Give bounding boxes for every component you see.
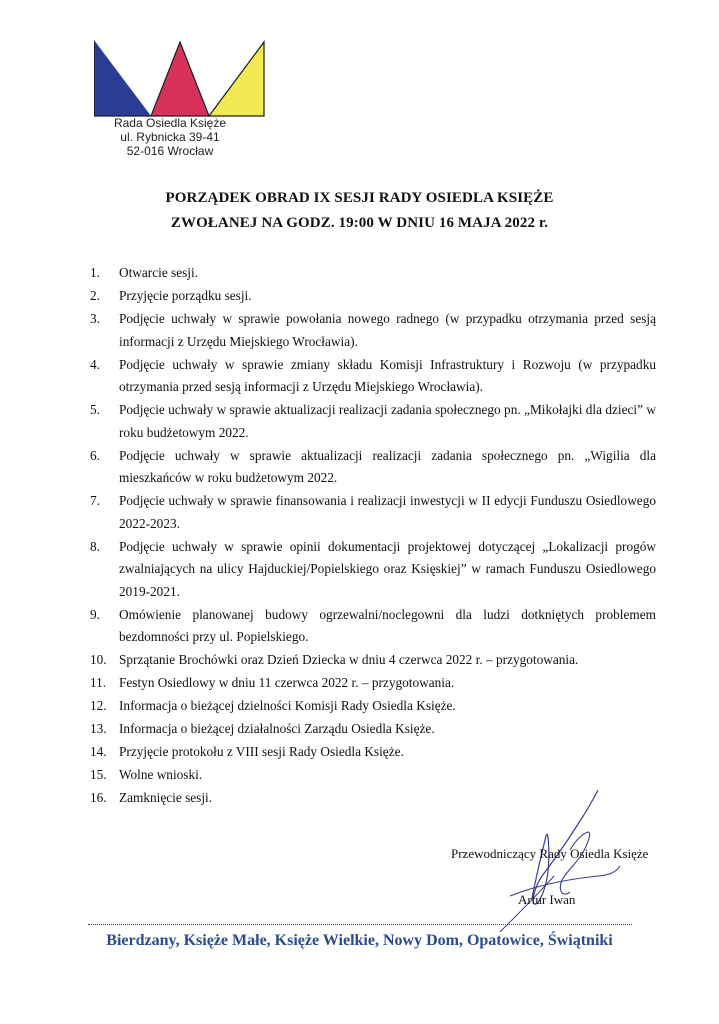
agenda-list [90, 262, 656, 810]
agenda-item-number: 13. [90, 721, 107, 736]
agenda-item [90, 672, 656, 695]
agenda-item-text: Przyjęcie porządku sesji. [119, 288, 252, 303]
agenda-item-text: Podjęcie uchwały w sprawie powołania nowego radnego (w przypadku otrzymania przed sesją informacji z Urzędu Miejskiego Wrocławia). [119, 311, 656, 349]
agenda-item-number: 12. [90, 698, 107, 713]
agenda-item [90, 445, 656, 490]
agenda-item-text: Omówienie planowanej budowy ogrzewalni/noclegowni dla ludzi dotkniętych problemem bezdomności przy ul. Popielskiego. [119, 606, 656, 644]
agenda-item-number: 14. [90, 744, 107, 759]
agenda-item-number: 10. [90, 652, 107, 667]
agenda-item [90, 718, 656, 741]
agenda-item-text: Festyn Osiedlowy w dniu 11 czerwca 2022 r. – przygotowania. [119, 675, 455, 690]
triangles-logo-icon [94, 40, 266, 118]
agenda-item-text: Informacja o bieżącej dzielności Komisji Rady Osiedla Księże. [119, 698, 456, 713]
agenda-item-number: 9. [90, 606, 100, 622]
agenda-item-text: Wolne wnioski. [119, 767, 203, 782]
agenda-item-text: Zamknięcie sesji. [119, 790, 213, 805]
agenda-item [90, 604, 656, 649]
agenda-item [90, 490, 656, 535]
footer-districts: Bierdzany, Księże Małe, Księże Wielkie, Nowy Dom, Opatowice, Świątniki [106, 932, 613, 949]
agenda-item-number: 11. [90, 675, 107, 690]
agenda-item-text: Podjęcie uchwały w sprawie opinii dokumentacji projektowej dotyczącej „Lokalizacji progów zwalniających na ulicy Hajduckiej/Popielskiego oraz Księskiej” w ramach Funduszu Osiedlowego 2019-2021. [119, 538, 656, 599]
agenda-item-text: Informacja o bieżącej działalności Zarządu Osiedla Księże. [119, 721, 435, 736]
agenda-item-number: 5. [90, 402, 100, 417]
agenda-item [90, 741, 656, 764]
agenda-item-number: 4. [90, 356, 100, 372]
agenda-item [90, 399, 656, 444]
agenda-item [90, 354, 656, 399]
agenda-item [90, 262, 656, 285]
agenda-item-text: Podjęcie uchwały w sprawie aktualizacji realizacji zadania społecznego pn. „Wigilia dla mieszkańców w roku budżetowym 2022. [119, 447, 656, 485]
agenda-item-number: 16. [90, 790, 107, 805]
agenda-item-number: 8. [90, 538, 100, 554]
agenda-item-number: 6. [90, 447, 100, 463]
agenda-item-text: Podjęcie uchwały w sprawie zmiany składu Komisji Infrastruktury i Rozwoju (w przypadku otrzymania przed sesją informacji z Urzędu Miejskiego Wrocławia). [119, 356, 656, 394]
org-name: Rada Osiedla Księże [113, 116, 227, 130]
org-city: 52-016 Wrocław [126, 144, 214, 158]
agenda-item-number: 2. [90, 288, 100, 303]
agenda-item-number: 7. [90, 493, 100, 508]
agenda-item-text: Podjęcie uchwały w sprawie aktualizacji realizacji zadania społecznego pn. „Mikołajki dla dzieci” w roku budżetowym 2022. [119, 402, 656, 440]
agenda-item [90, 536, 656, 604]
agenda-item-text: Przyjęcie protokołu z VIII sesji Rady Osiedla Księże. [119, 744, 404, 759]
organization-address [100, 116, 240, 158]
org-street: ul. Rybnicka 39-41 [120, 130, 220, 144]
signer-name: Artur Iwan [518, 892, 576, 907]
document-subtitle: ZWOŁANEJ NA GODZ. 19:00 W DNIU 16 MAJA 2022 r. [170, 215, 549, 231]
agenda-item [90, 308, 656, 353]
footer-divider [88, 924, 632, 925]
agenda-item-number: 1. [90, 265, 100, 280]
document-title: PORZĄDEK OBRAD IX SESJI RADY OSIEDLA KSIĘŻE [165, 190, 554, 206]
agenda-item-number: 3. [90, 311, 100, 326]
agenda-item-text: Sprzątanie Brochówki oraz Dzień Dziecka w dniu 4 czerwca 2022 r. – przygotowania. [119, 652, 579, 667]
agenda-item-number: 15. [90, 767, 107, 782]
agenda-item-text: Podjęcie uchwały w sprawie finansowania i realizacji inwestycji w II edycji Funduszu Osiedlowego 2022-2023. [119, 493, 656, 531]
agenda-item [90, 285, 656, 308]
signer-title: Przewodniczący Rady Osiedla Księże [451, 846, 649, 861]
agenda-item-text: Otwarcie sesji. [119, 265, 199, 280]
agenda-item [90, 649, 656, 672]
agenda-item [90, 695, 656, 718]
